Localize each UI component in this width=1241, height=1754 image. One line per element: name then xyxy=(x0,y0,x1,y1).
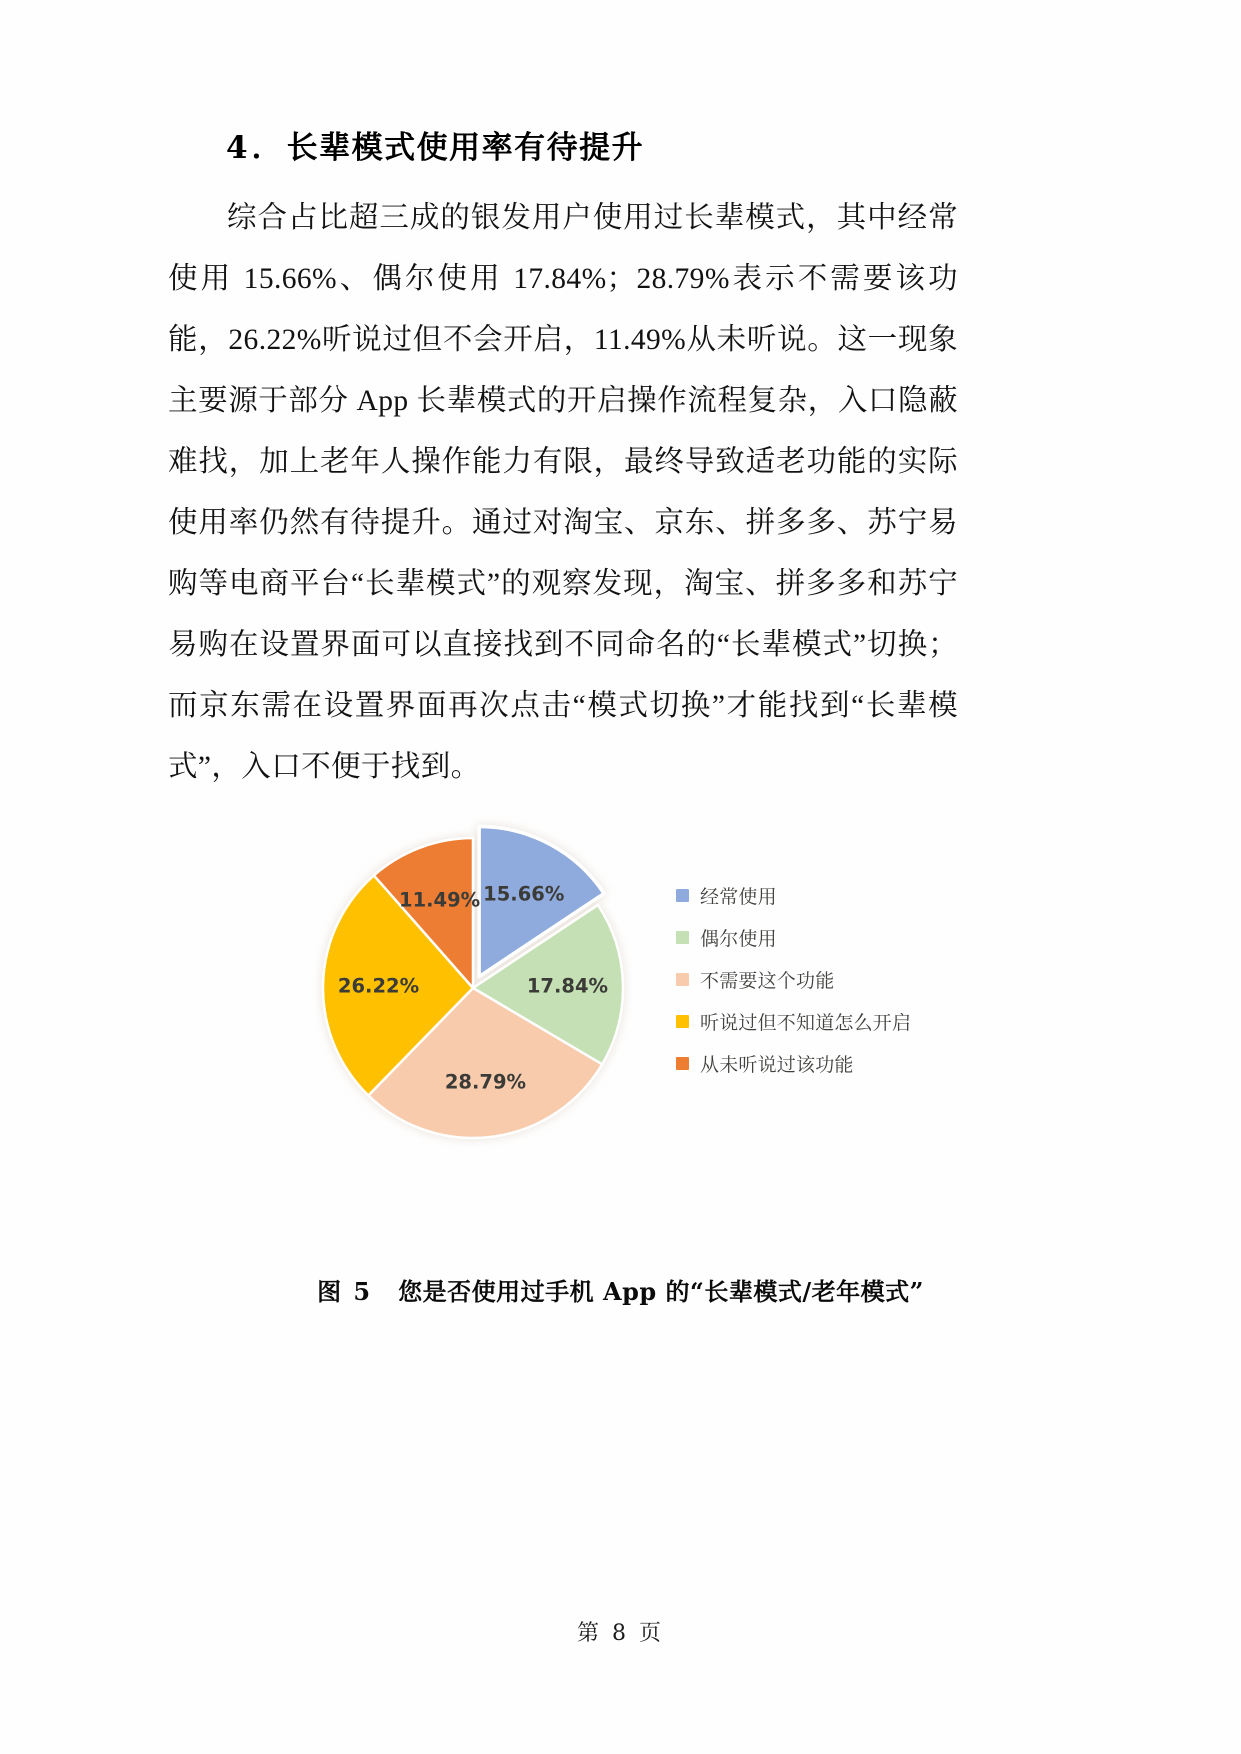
legend-label: 从未听说过该功能 xyxy=(700,1053,854,1076)
legend-label: 听说过但不知道怎么开启 xyxy=(700,1011,912,1034)
text-column xyxy=(168,128,958,798)
legend-item xyxy=(676,916,1056,958)
legend-label: 不需要这个功能 xyxy=(700,969,835,992)
body-paragraph: 综合占比超三成的银发用户使用过长辈模式，其中经常使用 15.66%、偶尔使用 17.84%；28.79%表示不需要该功能，26.22%听说过但不会开启，11.49%从未听说。这一现象主要源于部分 App 长辈模式的开启操作流程复杂，入口隐蔽难找，加上老年人操作能力有限，最终导致适老功能的实际使用率仍然有待提升。通过对淘宝、京东、拼多多、苏宁易购等电商平台“长辈模式”的观察发现，淘宝、拼多多和苏宁易购在设置界面可以直接找到不同命名的“长辈模式”切换；而京东需在设置界面再次点击“模式切换”才能找到“长辈模式”，入口不便于找到。 xyxy=(168,201,958,783)
section-heading-number: 4． xyxy=(226,130,287,166)
figure-caption-number: 图 5 xyxy=(317,1277,373,1306)
figure-pie-chart xyxy=(168,812,1073,1162)
pie-slice-value-label: 17.84% xyxy=(526,974,609,998)
pie-slice-value-label: 15.66% xyxy=(483,882,565,906)
figure-caption xyxy=(0,1272,1241,1307)
page-footer: 第 8 页 xyxy=(577,1621,664,1646)
pie-chart-svg xyxy=(313,820,643,1150)
legend-item xyxy=(676,1042,1056,1084)
legend-swatch-icon xyxy=(676,1015,689,1028)
legend-item xyxy=(676,1000,1056,1042)
pie-slice-value-label: 28.79% xyxy=(444,1070,527,1094)
chart-legend xyxy=(676,874,1056,1084)
legend-swatch-icon xyxy=(676,1057,689,1070)
pie-slice-value-label: 26.22% xyxy=(337,974,420,998)
section-heading-text: 长辈模式使用率有待提升 xyxy=(286,130,645,166)
legend-swatch-icon xyxy=(676,973,689,986)
legend-swatch-icon xyxy=(676,889,689,902)
section-heading xyxy=(168,128,958,170)
chart-plot-area xyxy=(168,812,728,1162)
legend-label: 偶尔使用 xyxy=(700,927,777,950)
pie-slice-value-label: 11.49% xyxy=(399,888,481,912)
legend-swatch-icon xyxy=(676,931,689,944)
pie-wrapper xyxy=(313,820,643,1150)
legend-label: 经常使用 xyxy=(700,885,777,908)
legend-item xyxy=(676,874,1056,916)
legend-item xyxy=(676,958,1056,1000)
figure-caption-text: 您是否使用过手机 App 的“长辈模式/老年模式” xyxy=(398,1277,924,1306)
